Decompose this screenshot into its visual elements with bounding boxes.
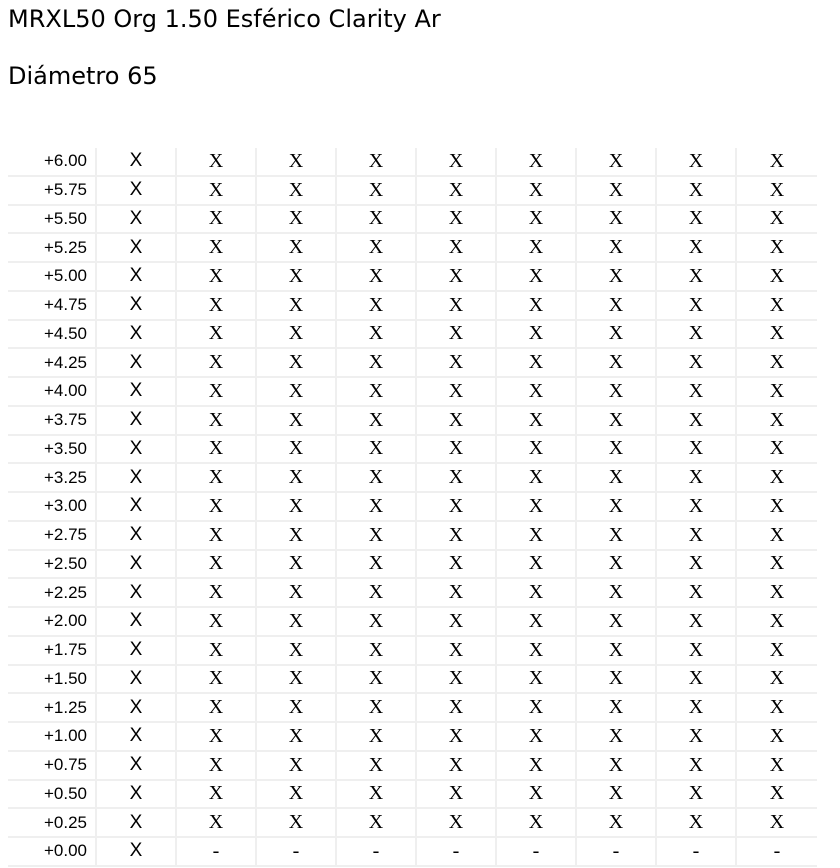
availability-cell: X: [96, 808, 176, 837]
sphere-power-label: +4.75: [8, 291, 96, 320]
availability-cell: X: [496, 521, 576, 550]
availability-cell: X: [736, 808, 817, 837]
availability-cell: X: [576, 435, 656, 464]
availability-cell: X: [496, 262, 576, 291]
availability-cell: X: [576, 607, 656, 636]
availability-cell: X: [96, 262, 176, 291]
table-row: [8, 291, 817, 320]
availability-cell: X: [576, 550, 656, 579]
availability-cell: X: [416, 665, 496, 694]
availability-cell: X: [576, 636, 656, 665]
availability-cell: X: [736, 262, 817, 291]
availability-cell: X: [416, 780, 496, 809]
availability-cell: X: [576, 693, 656, 722]
availability-cell: X: [96, 722, 176, 751]
availability-cell: X: [416, 722, 496, 751]
availability-cell: X: [576, 521, 656, 550]
availability-cell: X: [656, 780, 736, 809]
availability-cell: X: [336, 406, 416, 435]
availability-cell: X: [176, 550, 256, 579]
availability-cell: X: [576, 492, 656, 521]
availability-cell: X: [256, 262, 336, 291]
availability-cell: X: [176, 233, 256, 262]
availability-cell: X: [576, 205, 656, 234]
availability-cell: X: [656, 377, 736, 406]
availability-cell: X: [96, 320, 176, 349]
availability-cell: X: [416, 578, 496, 607]
availability-cell: X: [496, 751, 576, 780]
sphere-power-label: +6.00: [8, 148, 96, 176]
table-row: [8, 780, 817, 809]
availability-cell: X: [256, 176, 336, 205]
availability-cell: X: [496, 578, 576, 607]
sphere-power-label: +3.25: [8, 463, 96, 492]
table-row: [8, 578, 817, 607]
table-row: [8, 636, 817, 665]
availability-cell: X: [416, 262, 496, 291]
table-row: [8, 521, 817, 550]
availability-cell: X: [496, 320, 576, 349]
table-row: [8, 550, 817, 579]
availability-cell: X: [736, 578, 817, 607]
sphere-power-label: +2.25: [8, 578, 96, 607]
availability-cell: X: [256, 320, 336, 349]
availability-cell: X: [176, 722, 256, 751]
availability-cell: X: [576, 176, 656, 205]
availability-cell: X: [96, 377, 176, 406]
availability-cell: X: [736, 463, 817, 492]
sphere-power-label: +3.00: [8, 492, 96, 521]
availability-cell: -: [256, 837, 336, 866]
availability-cell: X: [256, 463, 336, 492]
availability-cell: X: [96, 578, 176, 607]
availability-cell: X: [496, 463, 576, 492]
availability-cell: X: [736, 406, 817, 435]
availability-cell: X: [496, 406, 576, 435]
availability-cell: X: [176, 636, 256, 665]
availability-cell: X: [96, 665, 176, 694]
availability-cell: X: [736, 291, 817, 320]
availability-cell: X: [576, 320, 656, 349]
availability-cell: X: [576, 406, 656, 435]
availability-cell: X: [736, 377, 817, 406]
availability-cell: X: [656, 722, 736, 751]
availability-cell: X: [416, 492, 496, 521]
availability-cell: X: [736, 435, 817, 464]
availability-cell: X: [176, 751, 256, 780]
availability-cell: X: [416, 205, 496, 234]
availability-cell: X: [176, 808, 256, 837]
availability-cell: X: [656, 607, 736, 636]
availability-cell: X: [416, 291, 496, 320]
availability-cell: X: [176, 780, 256, 809]
availability-cell: X: [336, 320, 416, 349]
availability-cell: X: [576, 578, 656, 607]
sphere-power-label: +0.50: [8, 780, 96, 809]
availability-cell: X: [416, 463, 496, 492]
availability-cell: X: [96, 693, 176, 722]
availability-cell: X: [176, 148, 256, 176]
availability-cell: X: [736, 636, 817, 665]
availability-cell: X: [656, 148, 736, 176]
availability-cell: X: [336, 176, 416, 205]
availability-cell: X: [736, 693, 817, 722]
availability-cell: X: [256, 492, 336, 521]
table-row: [8, 607, 817, 636]
availability-cell: X: [416, 607, 496, 636]
availability-cell: X: [656, 291, 736, 320]
availability-cell: X: [656, 636, 736, 665]
sphere-power-label: +5.75: [8, 176, 96, 205]
availability-cell: X: [656, 521, 736, 550]
availability-cell: X: [96, 492, 176, 521]
availability-cell: X: [736, 607, 817, 636]
availability-cell: X: [496, 148, 576, 176]
availability-cell: X: [176, 607, 256, 636]
availability-table-body: [8, 148, 817, 866]
table-row: [8, 722, 817, 751]
availability-cell: X: [576, 722, 656, 751]
availability-cell: X: [496, 205, 576, 234]
availability-cell: X: [176, 435, 256, 464]
availability-cell: X: [656, 665, 736, 694]
sphere-power-label: +1.00: [8, 722, 96, 751]
table-row: [8, 837, 817, 866]
availability-cell: X: [96, 550, 176, 579]
availability-cell: X: [496, 291, 576, 320]
availability-cell: X: [336, 521, 416, 550]
availability-cell: X: [496, 636, 576, 665]
table-row: [8, 751, 817, 780]
availability-cell: X: [576, 233, 656, 262]
availability-cell: X: [176, 492, 256, 521]
availability-cell: X: [256, 607, 336, 636]
availability-cell: -: [336, 837, 416, 866]
availability-cell: X: [176, 578, 256, 607]
availability-cell: X: [176, 348, 256, 377]
availability-cell: X: [656, 233, 736, 262]
sphere-power-label: +2.00: [8, 607, 96, 636]
availability-cell: X: [176, 521, 256, 550]
availability-cell: X: [96, 463, 176, 492]
availability-cell: X: [656, 320, 736, 349]
availability-cell: X: [336, 780, 416, 809]
availability-cell: X: [496, 176, 576, 205]
availability-cell: X: [336, 435, 416, 464]
availability-cell: X: [576, 463, 656, 492]
availability-cell: X: [496, 550, 576, 579]
availability-cell: X: [416, 233, 496, 262]
availability-cell: X: [576, 148, 656, 176]
availability-cell: X: [656, 693, 736, 722]
availability-cell: X: [656, 205, 736, 234]
sphere-power-label: +1.25: [8, 693, 96, 722]
availability-cell: X: [256, 722, 336, 751]
availability-cell: X: [256, 148, 336, 176]
availability-cell: X: [576, 780, 656, 809]
availability-cell: X: [416, 377, 496, 406]
availability-cell: -: [176, 837, 256, 866]
sphere-power-label: +5.00: [8, 262, 96, 291]
availability-cell: X: [336, 492, 416, 521]
availability-cell: X: [496, 693, 576, 722]
availability-cell: X: [176, 262, 256, 291]
sphere-power-label: +5.25: [8, 233, 96, 262]
sphere-power-label: +2.50: [8, 550, 96, 579]
availability-cell: X: [176, 205, 256, 234]
availability-cell: X: [736, 492, 817, 521]
availability-cell: X: [176, 665, 256, 694]
sphere-power-label: +3.50: [8, 435, 96, 464]
availability-cell: X: [736, 751, 817, 780]
availability-cell: X: [256, 521, 336, 550]
availability-cell: X: [336, 550, 416, 579]
availability-cell: -: [496, 837, 576, 866]
availability-cell: X: [416, 320, 496, 349]
availability-cell: X: [96, 176, 176, 205]
availability-cell: X: [736, 320, 817, 349]
availability-cell: X: [736, 148, 817, 176]
availability-cell: X: [256, 348, 336, 377]
availability-cell: X: [496, 665, 576, 694]
availability-cell: X: [336, 205, 416, 234]
availability-table: [8, 148, 817, 867]
table-row: [8, 320, 817, 349]
availability-cell: X: [576, 348, 656, 377]
availability-cell: X: [496, 233, 576, 262]
availability-cell: X: [96, 205, 176, 234]
availability-cell: X: [256, 291, 336, 320]
availability-cell: X: [736, 665, 817, 694]
availability-cell: X: [416, 435, 496, 464]
availability-cell: X: [336, 693, 416, 722]
availability-cell: X: [656, 435, 736, 464]
availability-cell: X: [576, 665, 656, 694]
availability-cell: X: [96, 521, 176, 550]
availability-cell: X: [336, 348, 416, 377]
table-row: [8, 463, 817, 492]
availability-cell: X: [96, 751, 176, 780]
availability-cell: X: [576, 751, 656, 780]
availability-cell: X: [736, 780, 817, 809]
availability-cell: X: [176, 291, 256, 320]
availability-cell: X: [496, 435, 576, 464]
availability-cell: X: [256, 205, 336, 234]
availability-cell: X: [336, 377, 416, 406]
availability-cell: X: [256, 693, 336, 722]
availability-cell: X: [496, 377, 576, 406]
availability-cell: X: [176, 463, 256, 492]
availability-cell: X: [656, 262, 736, 291]
availability-cell: X: [656, 550, 736, 579]
table-row: [8, 205, 817, 234]
availability-cell: X: [736, 348, 817, 377]
availability-cell: X: [336, 665, 416, 694]
availability-cell: X: [656, 808, 736, 837]
availability-cell: X: [256, 435, 336, 464]
table-row: [8, 435, 817, 464]
availability-cell: -: [736, 837, 817, 866]
availability-cell: X: [416, 521, 496, 550]
availability-cell: X: [416, 406, 496, 435]
availability-cell: X: [336, 607, 416, 636]
availability-cell: X: [656, 176, 736, 205]
sphere-power-label: +1.50: [8, 665, 96, 694]
availability-cell: X: [656, 348, 736, 377]
availability-cell: X: [256, 550, 336, 579]
availability-cell: X: [336, 578, 416, 607]
availability-cell: X: [176, 377, 256, 406]
availability-cell: X: [336, 262, 416, 291]
availability-cell: X: [576, 377, 656, 406]
availability-cell: X: [336, 463, 416, 492]
table-row: [8, 262, 817, 291]
availability-cell: X: [96, 780, 176, 809]
availability-cell: X: [656, 578, 736, 607]
availability-cell: X: [736, 233, 817, 262]
sphere-power-label: +3.75: [8, 406, 96, 435]
availability-cell: X: [96, 348, 176, 377]
availability-cell: X: [496, 348, 576, 377]
availability-cell: X: [96, 233, 176, 262]
page-title: MRXL50 Org 1.50 Esférico Clarity Ar: [8, 5, 441, 33]
availability-cell: X: [256, 665, 336, 694]
table-row: [8, 377, 817, 406]
table-row: [8, 693, 817, 722]
availability-cell: X: [256, 780, 336, 809]
availability-cell: X: [96, 406, 176, 435]
availability-cell: X: [416, 148, 496, 176]
availability-cell: X: [336, 751, 416, 780]
availability-cell: X: [416, 550, 496, 579]
availability-cell: X: [496, 492, 576, 521]
availability-cell: X: [256, 636, 336, 665]
availability-cell: X: [176, 406, 256, 435]
diameter-subtitle: Diámetro 65: [8, 62, 158, 90]
availability-cell: X: [416, 808, 496, 837]
availability-cell: X: [656, 751, 736, 780]
availability-cell: X: [496, 607, 576, 636]
availability-cell: X: [656, 406, 736, 435]
table-row: [8, 665, 817, 694]
availability-cell: X: [336, 722, 416, 751]
sphere-power-label: +2.75: [8, 521, 96, 550]
availability-cell: X: [336, 291, 416, 320]
availability-cell: X: [656, 463, 736, 492]
availability-cell: X: [416, 348, 496, 377]
availability-cell: X: [336, 233, 416, 262]
table-row: [8, 348, 817, 377]
availability-cell: X: [176, 176, 256, 205]
availability-cell: -: [416, 837, 496, 866]
availability-cell: X: [336, 148, 416, 176]
availability-cell: -: [576, 837, 656, 866]
sphere-power-label: +1.75: [8, 636, 96, 665]
availability-cell: X: [96, 148, 176, 176]
availability-cell: X: [96, 837, 176, 866]
availability-cell: X: [256, 808, 336, 837]
availability-cell: X: [96, 291, 176, 320]
availability-cell: X: [96, 636, 176, 665]
availability-cell: X: [176, 693, 256, 722]
sphere-power-label: +4.25: [8, 348, 96, 377]
sphere-power-label: +4.50: [8, 320, 96, 349]
availability-cell: X: [96, 607, 176, 636]
availability-cell: X: [336, 808, 416, 837]
table-row: [8, 406, 817, 435]
availability-cell: X: [256, 233, 336, 262]
availability-cell: X: [736, 205, 817, 234]
availability-cell: X: [256, 406, 336, 435]
availability-cell: X: [336, 636, 416, 665]
availability-cell: X: [736, 521, 817, 550]
availability-cell: X: [496, 780, 576, 809]
availability-cell: X: [576, 262, 656, 291]
availability-cell: X: [416, 636, 496, 665]
availability-cell: X: [736, 176, 817, 205]
sphere-power-label: +5.50: [8, 205, 96, 234]
sphere-power-label: +0.75: [8, 751, 96, 780]
table-row: [8, 176, 817, 205]
availability-cell: X: [256, 578, 336, 607]
availability-cell: X: [416, 693, 496, 722]
availability-cell: X: [576, 808, 656, 837]
table-row: [8, 233, 817, 262]
availability-cell: -: [656, 837, 736, 866]
availability-cell: X: [496, 808, 576, 837]
availability-cell: X: [736, 722, 817, 751]
table-row: [8, 492, 817, 521]
availability-cell: X: [256, 751, 336, 780]
availability-cell: X: [736, 550, 817, 579]
availability-cell: X: [256, 377, 336, 406]
availability-cell: X: [416, 176, 496, 205]
availability-cell: X: [576, 291, 656, 320]
sphere-power-label: +4.00: [8, 377, 96, 406]
table-row: [8, 808, 817, 837]
sphere-power-label: +0.25: [8, 808, 96, 837]
availability-cell: X: [656, 492, 736, 521]
availability-cell: X: [496, 722, 576, 751]
availability-cell: X: [176, 320, 256, 349]
table-row: [8, 148, 817, 176]
availability-cell: X: [416, 751, 496, 780]
availability-cell: X: [96, 435, 176, 464]
sphere-power-label: +0.00: [8, 837, 96, 866]
